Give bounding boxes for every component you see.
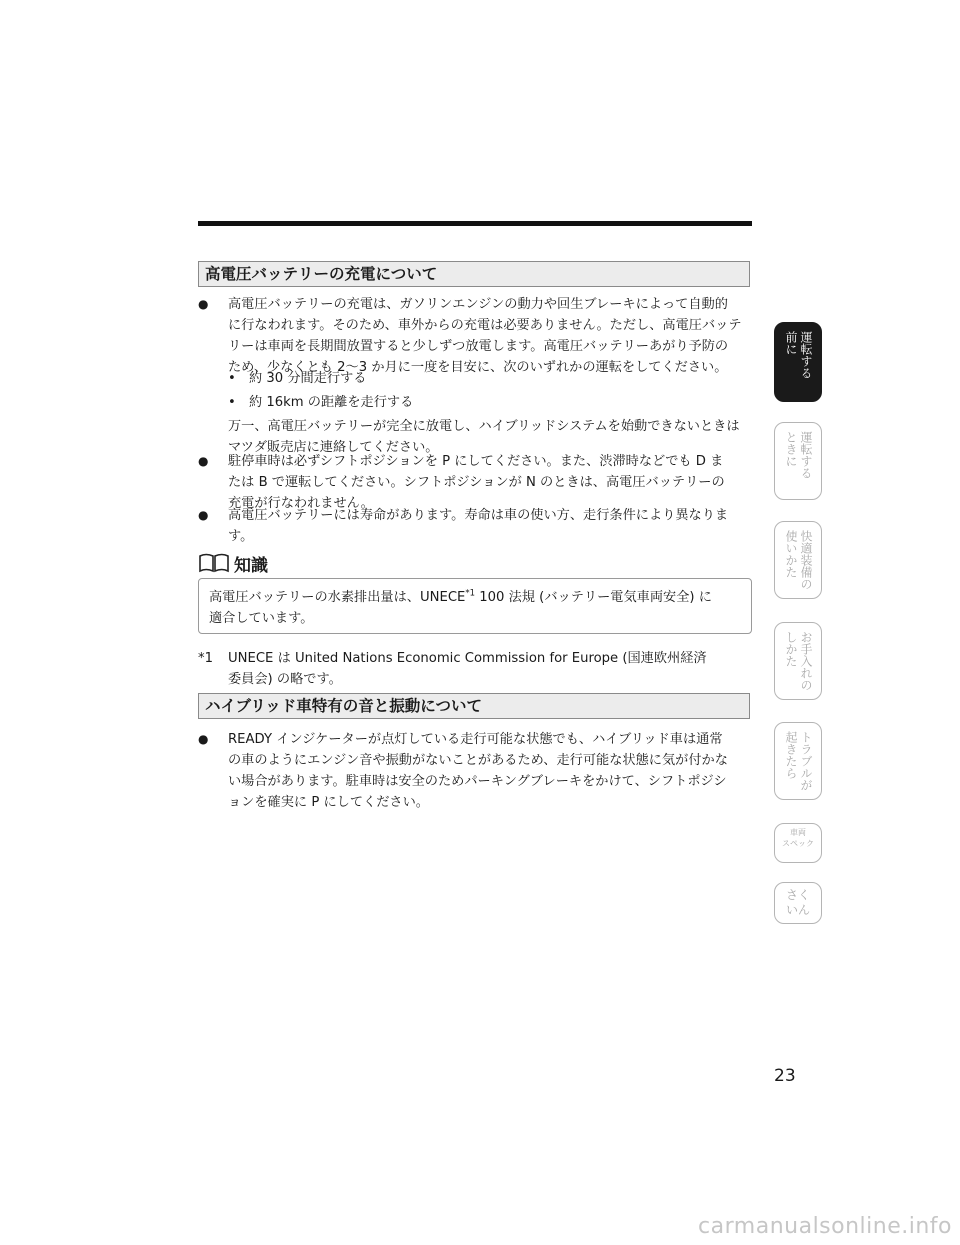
footnote: UNECE は United Nations Economic Commission for Europe (国連欧州経済 委員会) の略です。 bbox=[228, 651, 707, 687]
watermark: carmanualsonline.info bbox=[698, 1214, 952, 1239]
bullet-icon: ● bbox=[198, 508, 209, 522]
bullet-icon: ● bbox=[198, 297, 209, 311]
list-item: • 約 30 分間走行する bbox=[228, 371, 367, 386]
tab-before-driving[interactable]: 運転する 前に bbox=[774, 322, 822, 402]
tab-troubleshooting[interactable]: トラブルが 起きたら bbox=[774, 722, 822, 800]
paragraph: 駐停車時は必ずシフトポジションを P にしてください。また、渋滞時などでも D ま たは B で運転してください。シフトポジションが N のときは、高電圧バッテリーの 充電が行なわれません。 bbox=[228, 454, 725, 511]
bullet-icon: ● bbox=[198, 732, 209, 746]
footnote-mark: *1 bbox=[198, 651, 213, 666]
top-rule bbox=[198, 221, 752, 226]
tab-comfort-features[interactable]: 快適装備の 使いかた bbox=[774, 521, 822, 599]
book-icon bbox=[198, 552, 230, 574]
section-heading: 高電圧バッテリーの充電について bbox=[198, 261, 750, 287]
list-item: • 約 16km の距離を走行する bbox=[228, 395, 414, 410]
page-number: 23 bbox=[774, 1066, 796, 1086]
knowledge-box: 高電圧バッテリーの水素排出量は、UNECE$^{*1}$ 100 法規 (バッテリー電気車両安全) に 適合しています。 bbox=[198, 578, 752, 634]
knowledge-title: 知識 bbox=[234, 556, 268, 576]
paragraph: 万一、高電圧バッテリーが完全に放電し、ハイブリッドシステムを始動できないときは マツダ販売店に連絡してください。 bbox=[228, 419, 740, 455]
paragraph: 高電圧バッテリーには寿命があります。寿命は車の使い方、走行条件により異なりま す。 bbox=[228, 508, 729, 544]
tab-maintenance[interactable]: お手入れの しかた bbox=[774, 622, 822, 700]
paragraph: 高電圧バッテリーの充電は、ガソリンエンジンの動力や回生ブレーキによって自動的 に行なわれます。そのため、車外からの充電は必要ありません。ただし、高電圧バッテ リーは車両を長期間放置すると少しずつ放電します。高電圧バッテリーあがり予防の ため、少なくとも 2〜3 か月に一度を目安に、次のいずれかの運転をしてください。 bbox=[228, 297, 742, 375]
paragraph: READY インジケーターが点灯している走行可能な状態でも、ハイブリッド車は通常 の車のようにエンジン音や振動がないことがあるため、走行可能な状態に気が付かな い場合があります。駐車時は安全のためパーキングブレーキをかけて、シフトポジシ ョンを確実に P にしてください。 bbox=[228, 732, 728, 810]
bullet-icon: ● bbox=[198, 454, 209, 468]
tab-index[interactable]: さく いん bbox=[774, 882, 822, 924]
tab-specifications[interactable]: 車両 スペック bbox=[774, 823, 822, 863]
tab-while-driving[interactable]: 運転する ときに bbox=[774, 422, 822, 500]
section-heading: ハイブリッド車特有の音と振動について bbox=[198, 693, 750, 719]
